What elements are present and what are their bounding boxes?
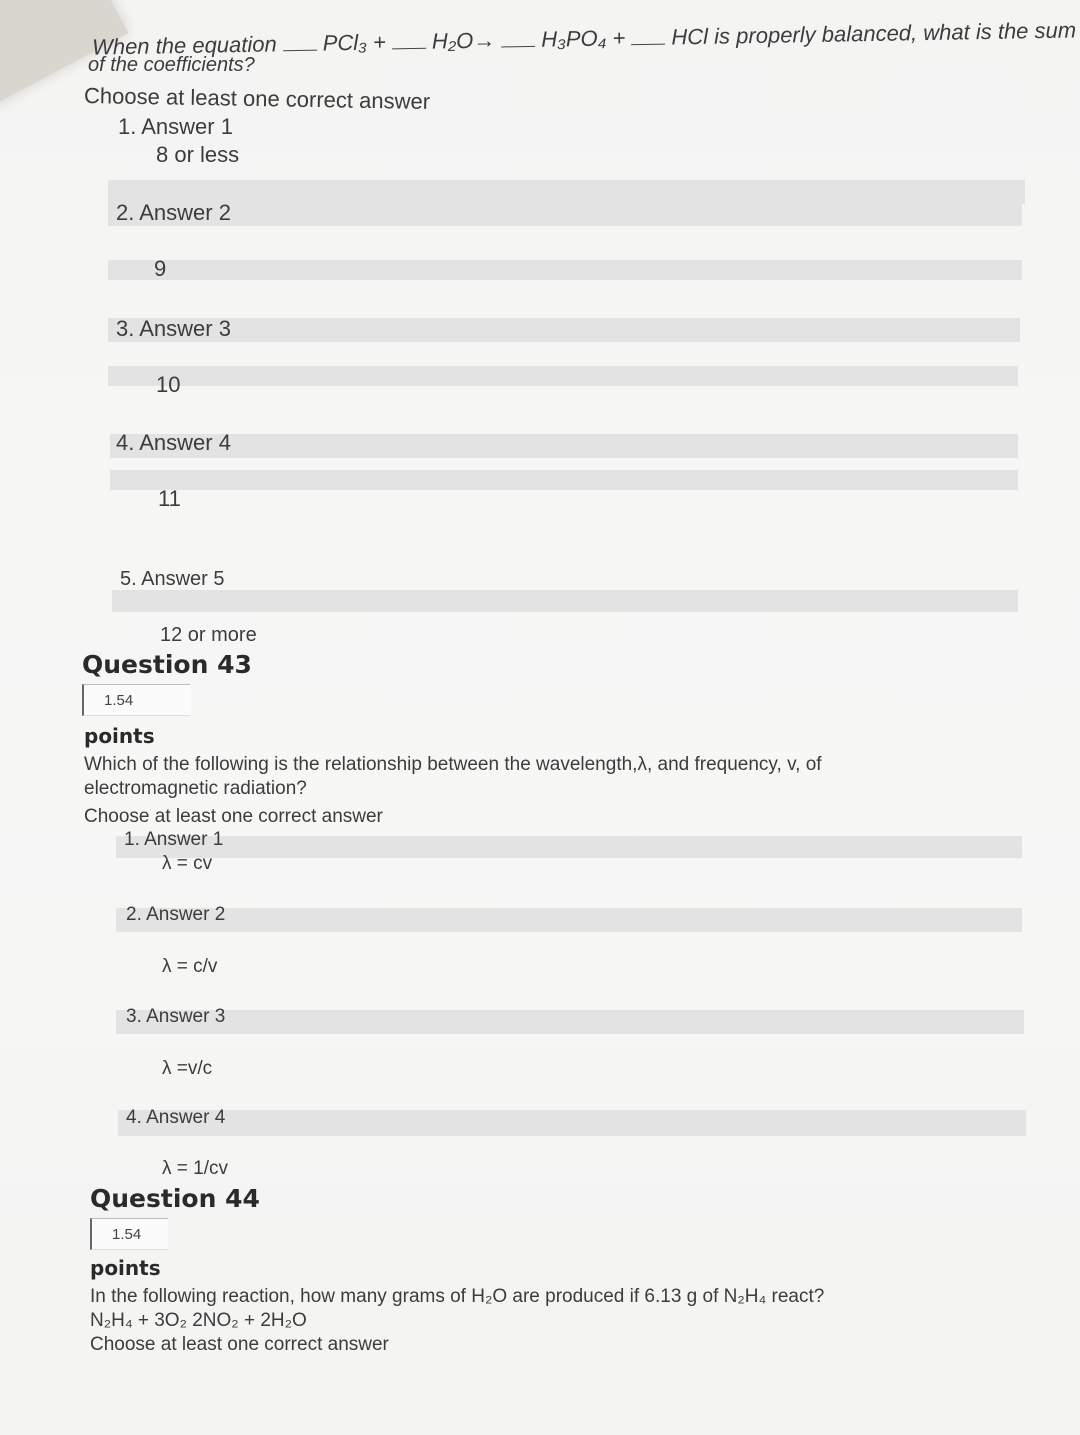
q42-option-5-value[interactable]: 12 or more (160, 624, 257, 646)
q43-text-line2: electromagnetic radiation? (84, 778, 307, 799)
q43-option-1-bar[interactable] (116, 836, 1022, 858)
q42-eq-hcl: HCl is properly balanced, what is the sum (671, 17, 1077, 50)
q42-option-5-bar[interactable] (112, 590, 1018, 612)
question-43-title: Question 43 (82, 650, 252, 679)
q42-option-4-bar[interactable] (110, 434, 1018, 458)
q42-instruction: Choose at least one correct answer (83, 82, 431, 115)
q44-instruction: Choose at least one correct answer (90, 1334, 389, 1355)
q43-option-2-bar[interactable] (116, 908, 1022, 932)
q44-reaction: N₂H₄ + 3O₂ 2NO₂ + 2H₂O (90, 1310, 307, 1331)
q43-text-line1: Which of the following is the relationship between the wavelength,λ, and frequency, v, of (84, 754, 822, 775)
q43-option-3-label: 3. Answer 3 (126, 1006, 226, 1027)
q42-eq-pcl3: PCl₃ + (322, 29, 387, 56)
q42-option-2-value[interactable]: 9 (154, 256, 167, 281)
q44-points-label: points (90, 1256, 161, 1280)
q42-option-3-label: 3. Answer 3 (116, 316, 231, 341)
q43-option-2-label: 2. Answer 2 (126, 904, 226, 925)
q42-option-4-value[interactable]: 11 (158, 486, 181, 511)
q42-option-1-label: 1. Answer 1 (118, 114, 233, 139)
q43-instruction: Choose at least one correct answer (84, 806, 383, 827)
q42-option-5-label: 5. Answer 5 (120, 568, 225, 590)
q43-option-3-bar[interactable] (116, 1010, 1024, 1034)
q43-option-1-label: 1. Answer 1 (124, 829, 224, 850)
q42-stem-prefix: When the equation (91, 31, 277, 60)
q43-option-4-label: 4. Answer 4 (126, 1107, 226, 1128)
q42-option-3-value-bar (108, 366, 1018, 386)
q42-option-1-value[interactable]: 8 or less (156, 142, 240, 167)
q43-option-2-value[interactable]: λ = c/v (162, 956, 218, 977)
q42-option-4-label: 4. Answer 4 (116, 430, 231, 455)
q42-eq-h2o: H₂O→ (431, 27, 496, 54)
q42-option-4-value-bar (110, 470, 1018, 490)
q43-option-4-value[interactable]: λ = 1/cv (162, 1158, 228, 1179)
q43-points-label: points (84, 724, 155, 748)
q42-option-3-bar[interactable] (108, 318, 1020, 342)
q42-option-2-label: 2. Answer 2 (116, 200, 231, 225)
q43-option-4-bar[interactable] (118, 1110, 1026, 1136)
q44-points-box: 1.54 (90, 1218, 168, 1250)
q42-option-2-value-bar (108, 260, 1022, 280)
question-44-title: Question 44 (90, 1184, 260, 1213)
q42-stem-line2: of the coefficients? (88, 54, 255, 76)
q43-points-box: 1.54 (82, 684, 190, 716)
q42-option-2-bar[interactable] (108, 202, 1022, 226)
q42-option-3-value[interactable]: 10 (156, 372, 181, 397)
q42-option-1-bar[interactable] (108, 180, 1025, 204)
q43-option-3-value[interactable]: λ =v/c (162, 1058, 213, 1079)
q42-eq-h3po4: H₃PO₄ + (541, 25, 626, 52)
q44-text-line1: In the following reaction, how many grams of H₂O are produced if 6.13 g of N₂H₄ react? (90, 1286, 825, 1307)
q43-option-1-value[interactable]: λ = cv (162, 853, 213, 874)
